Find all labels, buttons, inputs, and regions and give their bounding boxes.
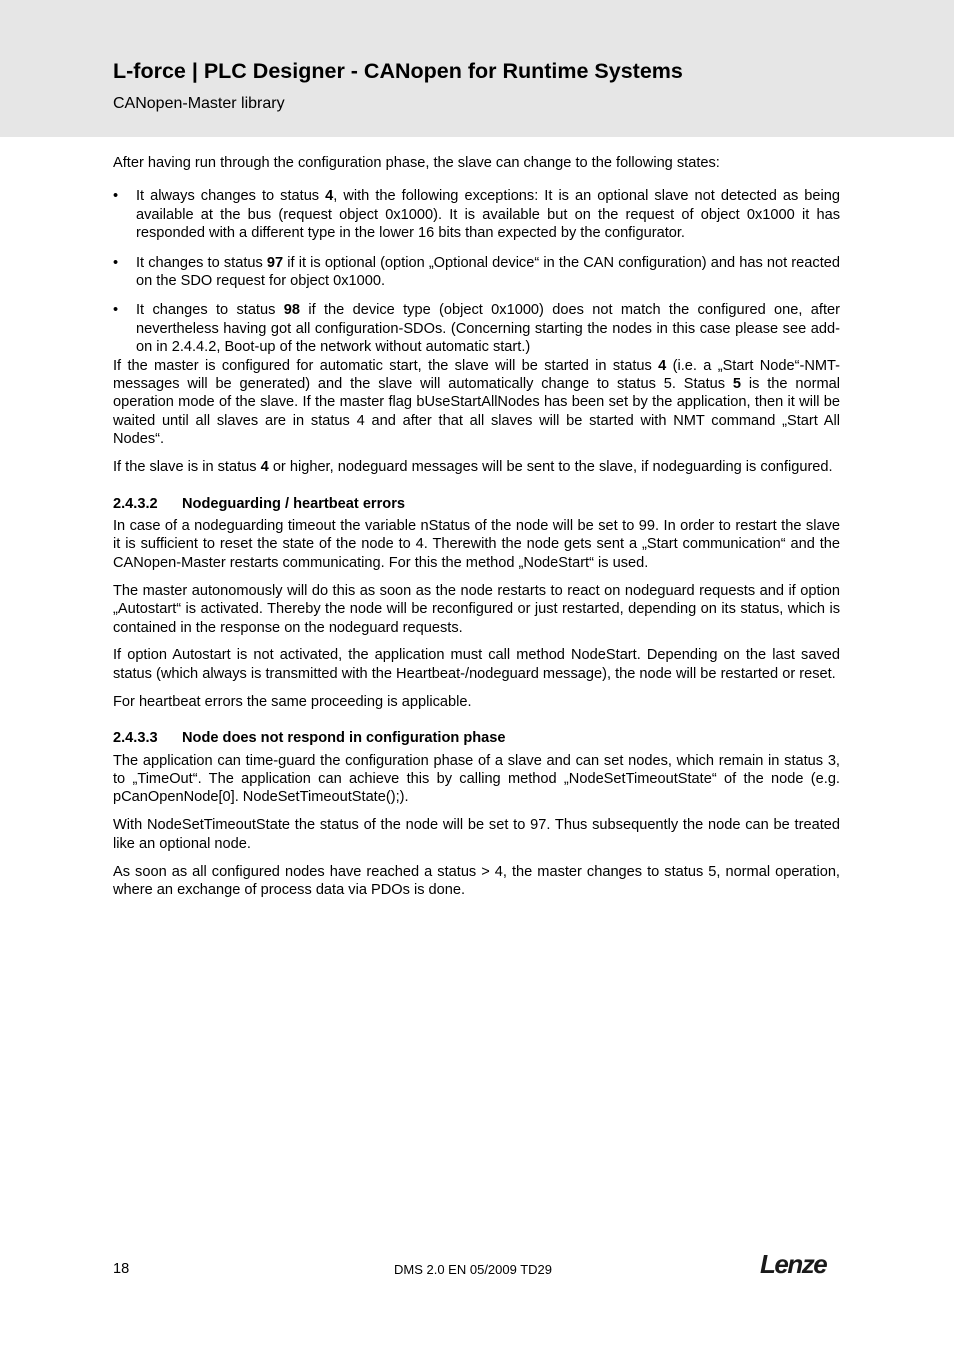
- status-bullet-list: [113, 187, 840, 356]
- page-number: 18: [113, 1261, 130, 1277]
- section-heading-2432: [113, 495, 840, 513]
- page-content: [113, 154, 840, 909]
- section-2432-paragraph: If option Autostart is not activated, the application must call method NodeStart. Depending on the last saved status (which always is transmitted with the Heartbeat-/nodeguard message), the node will be restarted or reset.: [113, 647, 840, 682]
- section-2433-paragraph: With NodeSetTimeoutState the status of the node will be set to 97. Thus subsequently the node can be treated like an optional node.: [113, 817, 840, 852]
- lenze-logo-text: Lenze: [760, 1249, 827, 1279]
- page-header: [0, 0, 954, 137]
- section-2433-paragraph: As soon as all configured nodes have reached a status > 4, the master changes to status 5, normal operation, where an exchange of process data via PDOs is done.: [113, 863, 840, 898]
- section-heading-2433: [113, 729, 840, 747]
- nodeguard-paragraph: If the slave is in status 4 or higher, nodeguard messages will be sent to the slave, if nodeguarding is configured.: [113, 459, 833, 476]
- autostart-paragraph: If the master is configured for automatic start, the slave will be started in status 4 (i.e. a „Start Node“-NMT-messages will be generated) and the slave will automatically change to status 5. Status 5 is the normal operation mode of the slave. If the master flag bUseStartAllNodes has been set by the application, then it will be waited until all slaves are in status 4 and after that all slaves will be started with NMT command „Start All Nodes“.: [113, 357, 840, 448]
- bullet-dot-icon: •: [113, 188, 119, 205]
- bullet-status-97: • It changes to status 97 if it is optional (option „Optional device“ in the CAN configuration) and has not reacted on the SDO request for object 0x1000.: [113, 254, 840, 290]
- section-title: Node does not respond in configuration phase: [182, 730, 506, 747]
- bullet-status-4: • It always changes to status 4, with the following exceptions: It is an optional slave not detected as being available at the bus (request object 0x1000). It is available but on the request of object 0x1000 it has responded with a different type in the lower 16 bits than expected by the configurator.: [113, 188, 840, 242]
- section-2432-paragraph: The master autonomously will do this as soon as the node restarts to react on nodeguard requests and if option „Autostart“ is activated. Thereby the node will be reconfigured or just restarted, depending on its status, which is contained in the response on the nodeguard requests.: [113, 582, 840, 636]
- bullet-dot-icon: •: [113, 302, 119, 319]
- section-title: Nodeguarding / heartbeat errors: [182, 495, 406, 512]
- section-number: 2.4.3.2: [113, 495, 158, 512]
- document-title: L-force | PLC Designer - CANopen for Runtime Systems: [113, 59, 683, 83]
- section-2433-paragraph: The application can time-guard the configuration phase of a slave and can set nodes, which remain in status 3, to „TimeOut“. The application can achieve this by calling method „NodeSetTimeoutState“ of the node (e.g. pCanOpenNode[0]. NodeSetTimeoutState();).: [113, 752, 840, 806]
- section-number: 2.4.3.3: [113, 730, 158, 747]
- bullet-status-98: • It changes to status 98 if the device type (object 0x1000) does not match the configured one, after nevertheless having got all configuration-SDOs. (Concerning starting the nodes in this case please see add-on in 2.4.4.2, Boot-up of the network without automatic start.): [113, 302, 840, 356]
- document-info: DMS 2.0 EN 05/2009 TD29: [394, 1262, 553, 1277]
- section-2432-paragraph: In case of a nodeguarding timeout the variable nStatus of the node will be set to 99. In order to restart the slave it is sufficient to reset the state of the node to 4. Therewith the node gets sent a „Start communication“ and the CANopen-Master restarts communicating. For this the method „NodeStart“ is used.: [113, 518, 840, 571]
- lenze-logo: [760, 1246, 840, 1280]
- document-subtitle: CANopen-Master library: [113, 95, 285, 112]
- intro-paragraph: After having run through the configuration phase, the slave can change to the following states:: [113, 155, 720, 171]
- bullet-dot-icon: •: [113, 254, 119, 271]
- section-2432-paragraph: For heartbeat errors the same proceeding is applicable.: [113, 693, 472, 710]
